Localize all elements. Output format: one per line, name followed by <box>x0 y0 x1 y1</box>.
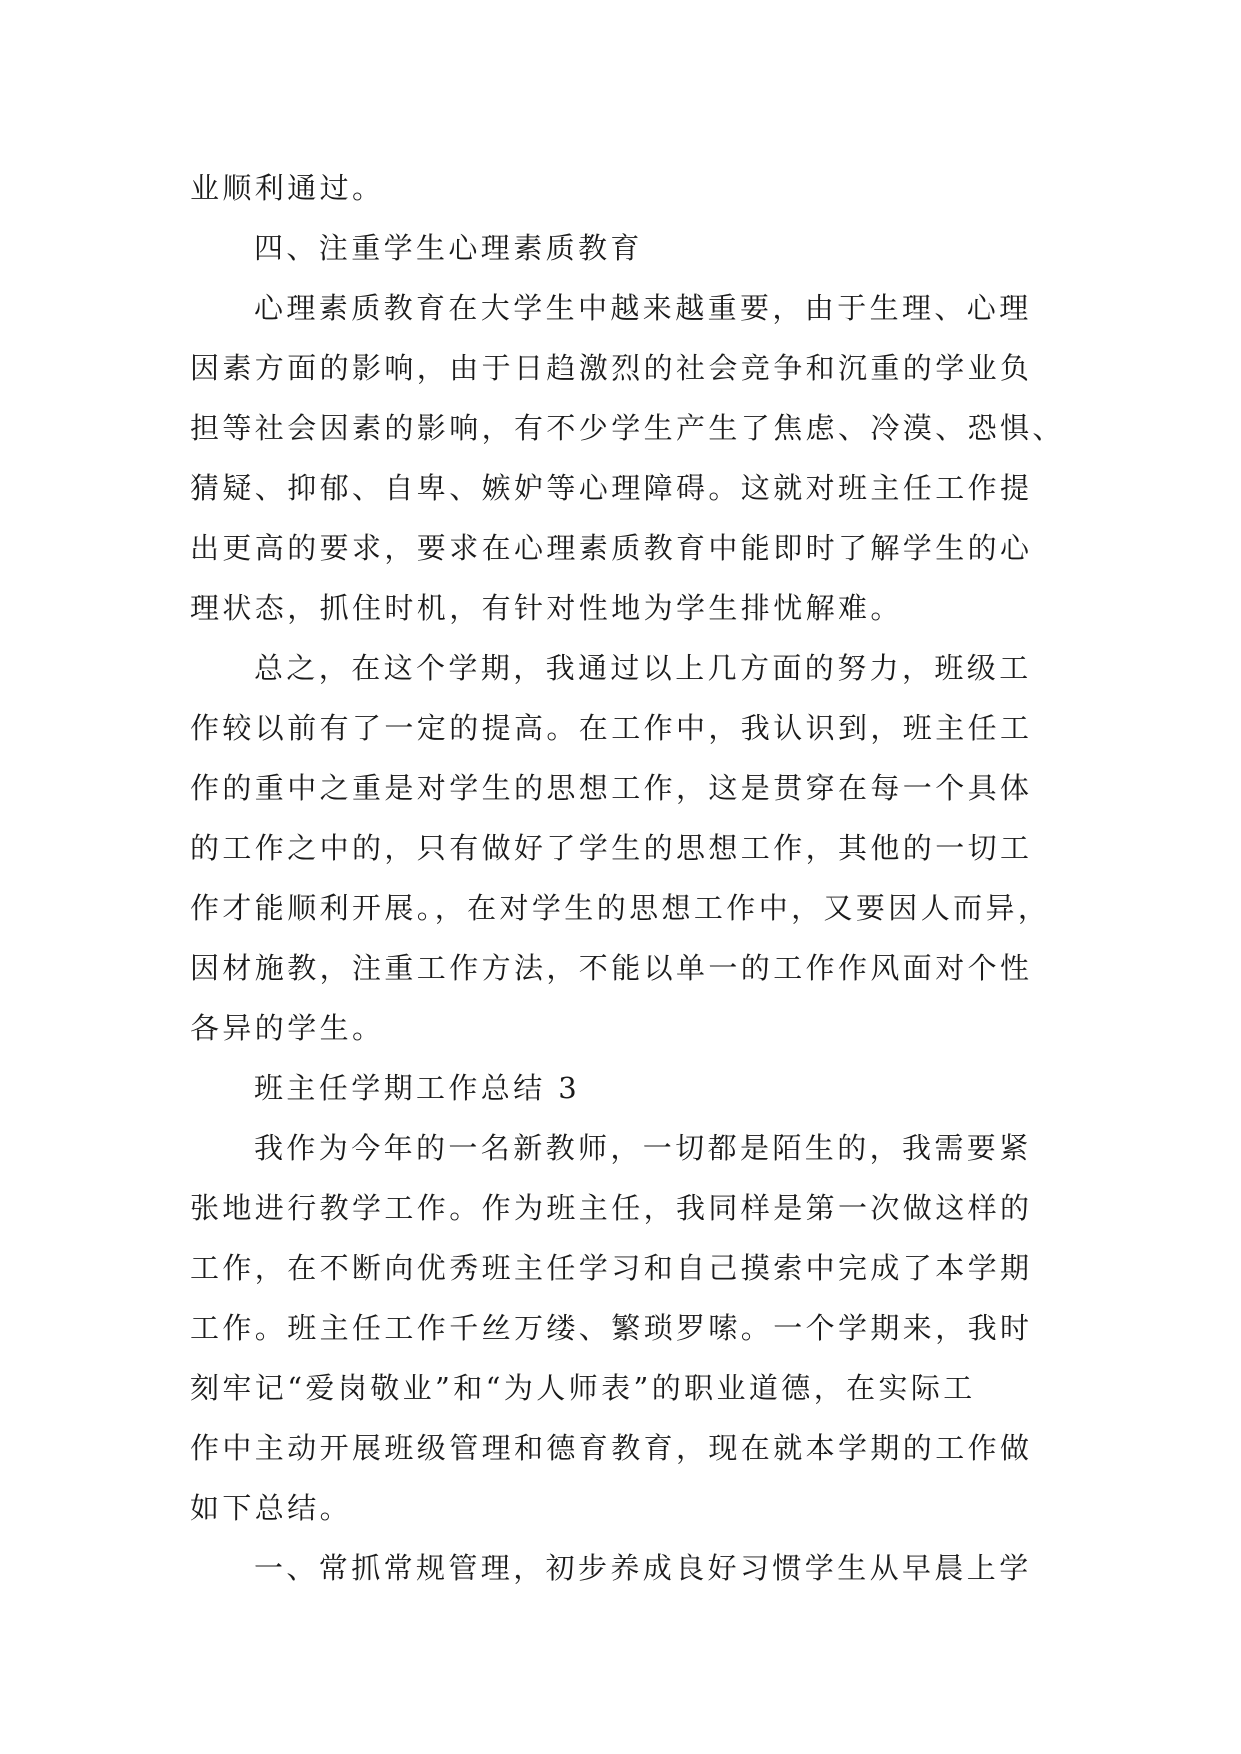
text-line: 我作为今年的一名新教师，一切都是陌生的，我需要紧 <box>254 1131 1032 1165</box>
text-line: 张地进行教学工作。作为班主任，我同样是第一次做这样的 <box>190 1191 1033 1225</box>
document-body <box>190 158 1065 1598</box>
text-line: 作中主动开展班级管理和德育教育，现在就本学期的工作做 <box>190 1431 1033 1465</box>
text-line: 因材施教，注重工作方法，不能以单一的工作作风面对个性 <box>190 951 1033 985</box>
text-line: 一、常抓常规管理，初步养成良好习惯学生从早晨上学 <box>254 1551 1032 1585</box>
text-line: 工作。班主任工作千丝万缕、繁琐罗嗦。一个学期来，我时 <box>190 1311 1033 1345</box>
section-heading: 四、注重学生心理素质教育 <box>254 231 643 265</box>
text-line: 心理素质教育在大学生中越来越重要，由于生理、心理 <box>254 291 1032 325</box>
text-line: 猜疑、抑郁、自卑、嫉妒等心理障碍。这就对班主任工作提 <box>190 471 1033 505</box>
text-line: 理状态，抓住时机，有针对性地为学生排忧解难。 <box>190 591 903 625</box>
text-line: 出更高的要求，要求在心理素质教育中能即时了解学生的心 <box>190 531 1033 565</box>
text-line: 作的重中之重是对学生的思想工作，这是贯穿在每一个具体 <box>190 771 1033 805</box>
text-line: 各异的学生。 <box>190 1011 385 1045</box>
text-line: 担等社会因素的影响，有不少学生产生了焦虑、冷漠、恐惧、 <box>190 411 1065 445</box>
text-line: 工作，在不断向优秀班主任学习和自己摸索中完成了本学期 <box>190 1251 1033 1285</box>
text-line: 因素方面的影响，由于日趋激烈的社会竞争和沉重的学业负 <box>190 351 1033 385</box>
section-heading: 班主任学期工作总结 3 <box>254 1071 581 1105</box>
text-line: 作较以前有了一定的提高。在工作中，我认识到，班主任工 <box>190 711 1033 745</box>
text-line: 的工作之中的，只有做好了学生的思想工作，其他的一切工 <box>190 831 1033 865</box>
text-line: 业顺利通过。 <box>190 171 385 205</box>
text-line: 作才能顺利开展。，在对学生的思想工作中，又要因人而异， <box>190 891 1051 925</box>
text-line: 如下总结。 <box>190 1491 353 1525</box>
text-line: 总之，在这个学期，我通过以上几方面的努力，班级工 <box>254 651 1032 685</box>
text-line: 刻牢记“爱岗敬业”和“为人师表”的职业道德，在实际工 <box>190 1371 976 1405</box>
